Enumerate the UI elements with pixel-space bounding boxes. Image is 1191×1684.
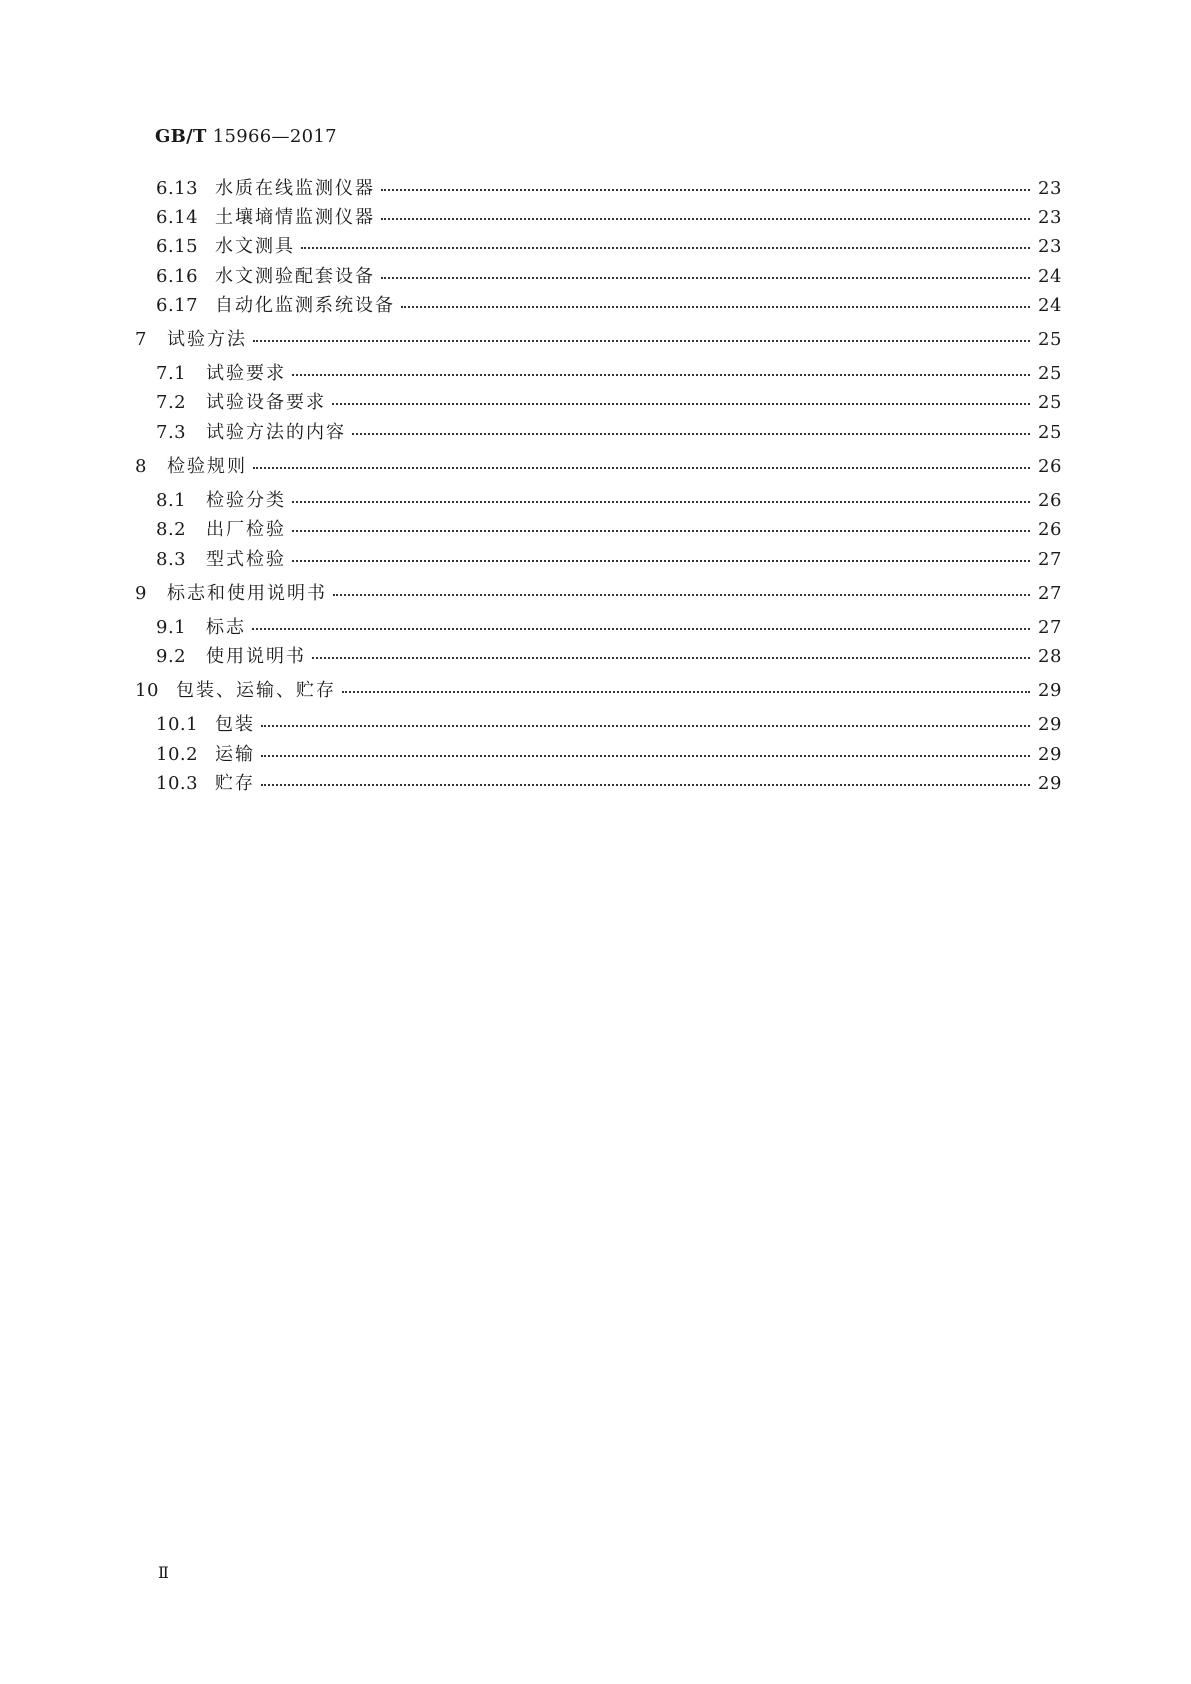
toc-dot-leader [261, 755, 1030, 757]
toc-entry-title: 自动化监测系统设备 [215, 295, 395, 316]
toc-entry-title: 检验分类 [206, 490, 286, 511]
toc-entry-page: 27 [1038, 549, 1062, 570]
toc-entry[interactable] [135, 714, 1060, 736]
toc-entry-title: 检验规则 [167, 456, 247, 477]
toc-entry-page: 23 [1038, 207, 1062, 228]
toc-dot-leader [401, 306, 1030, 308]
toc-entry-number: 10 [135, 680, 159, 701]
toc-entry-number: 8 [135, 456, 147, 477]
toc-entry-title: 贮存 [215, 773, 255, 794]
toc-dot-leader [292, 374, 1030, 376]
toc-entry-page: 29 [1038, 773, 1062, 794]
toc-entry[interactable] [135, 773, 1060, 795]
toc-entry-number: 6.17 [156, 295, 199, 316]
toc-entry-title: 水文测具 [215, 236, 295, 257]
toc-entry-title: 标志 [206, 617, 246, 638]
toc-entry-number: 6.14 [156, 207, 199, 228]
toc-entry[interactable] [135, 363, 1060, 385]
toc-entry-page: 23 [1038, 178, 1062, 199]
toc-entry-number: 8.1 [156, 490, 187, 511]
toc-dot-leader [261, 725, 1030, 727]
toc-dot-leader [253, 340, 1030, 342]
toc-entry[interactable] [135, 519, 1060, 541]
toc-entry[interactable] [135, 207, 1060, 229]
toc-entry[interactable] [135, 646, 1060, 668]
toc-entry-page: 27 [1038, 617, 1062, 638]
toc-dot-leader [301, 247, 1030, 249]
toc-entry-title: 试验方法 [167, 329, 247, 350]
toc-entry-title: 土壤墒情监测仪器 [215, 207, 375, 228]
toc-entry-page: 23 [1038, 236, 1062, 257]
toc-entry-number: 9 [135, 583, 147, 604]
toc-entry[interactable] [135, 236, 1060, 258]
toc-dot-leader [333, 594, 1030, 596]
toc-entry-number: 7.3 [156, 422, 187, 443]
toc-entry-title: 包装、运输、贮存 [176, 680, 336, 701]
toc-entry-title: 水质在线监测仪器 [215, 178, 375, 199]
toc-entry-title: 包装 [215, 714, 255, 735]
toc-entry-title: 运输 [215, 744, 255, 765]
toc-entry-page: 29 [1038, 680, 1062, 701]
toc-entry-title: 使用说明书 [206, 646, 306, 667]
toc-dot-leader [381, 218, 1030, 220]
toc-entry-title: 型式检验 [206, 549, 286, 570]
toc-entry-page: 26 [1038, 456, 1062, 477]
toc-entry-number: 7.2 [156, 392, 187, 413]
standard-number: 15966—2017 [212, 126, 337, 147]
toc-dot-leader [261, 784, 1030, 786]
toc-entry-page: 29 [1038, 714, 1062, 735]
page-number: Ⅱ [158, 1563, 169, 1582]
toc-entry[interactable] [135, 266, 1060, 288]
toc-entry-page: 29 [1038, 744, 1062, 765]
toc-entry-number: 8.3 [156, 549, 187, 570]
toc-entry-page: 26 [1038, 519, 1062, 540]
toc-entry[interactable] [135, 422, 1060, 444]
toc-dot-leader [332, 403, 1030, 405]
toc-entry[interactable] [135, 490, 1060, 512]
toc-entry-number: 6.15 [156, 236, 199, 257]
toc-entry-page: 25 [1038, 422, 1062, 443]
toc-entry[interactable] [135, 295, 1060, 317]
document-header [155, 126, 337, 147]
toc-entry-title: 标志和使用说明书 [167, 583, 327, 604]
toc-entry[interactable] [135, 549, 1060, 571]
toc-entry-number: 6.16 [156, 266, 199, 287]
toc-entry-page: 26 [1038, 490, 1062, 511]
toc-entry-number: 10.3 [156, 773, 199, 794]
toc-entry-page: 28 [1038, 646, 1062, 667]
toc-entry[interactable] [135, 392, 1060, 414]
toc-entry[interactable] [135, 680, 1060, 702]
toc-entry-title: 水文测验配套设备 [215, 266, 375, 287]
toc-entry-number: 9.1 [156, 617, 187, 638]
toc-dot-leader [253, 467, 1030, 469]
toc-entry-title: 试验设备要求 [206, 392, 326, 413]
toc-entry[interactable] [135, 456, 1060, 478]
toc-entry-title: 试验要求 [206, 363, 286, 384]
toc-entry-page: 24 [1038, 266, 1062, 287]
toc-entry-number: 10.2 [156, 744, 199, 765]
toc-entry[interactable] [135, 744, 1060, 766]
toc-entry-number: 7 [135, 329, 147, 350]
toc-entry-page: 24 [1038, 295, 1062, 316]
toc-dot-leader [381, 277, 1030, 279]
toc-entry[interactable] [135, 617, 1060, 639]
toc-dot-leader [292, 501, 1030, 503]
toc-entry[interactable] [135, 329, 1060, 351]
toc-entry-number: 9.2 [156, 646, 187, 667]
toc-dot-leader [292, 560, 1030, 562]
toc-dot-leader [342, 691, 1030, 693]
toc-entry-number: 6.13 [156, 178, 199, 199]
toc-entry-page: 25 [1038, 363, 1062, 384]
standard-code: GB/T [155, 126, 207, 147]
toc-entry[interactable] [135, 583, 1060, 605]
toc-entry-page: 27 [1038, 583, 1062, 604]
toc-entry-number: 10.1 [156, 714, 199, 735]
toc-entry-number: 7.1 [156, 363, 187, 384]
toc-entry-page: 25 [1038, 329, 1062, 350]
toc-entry-title: 出厂检验 [206, 519, 286, 540]
toc-dot-leader [312, 657, 1030, 659]
toc-entry[interactable] [135, 178, 1060, 200]
toc-dot-leader [252, 628, 1030, 630]
toc-entry-number: 8.2 [156, 519, 187, 540]
toc-dot-leader [352, 433, 1030, 435]
toc-entry-page: 25 [1038, 392, 1062, 413]
toc-entry-title: 试验方法的内容 [206, 422, 346, 443]
toc-dot-leader [381, 189, 1030, 191]
toc-dot-leader [292, 530, 1030, 532]
